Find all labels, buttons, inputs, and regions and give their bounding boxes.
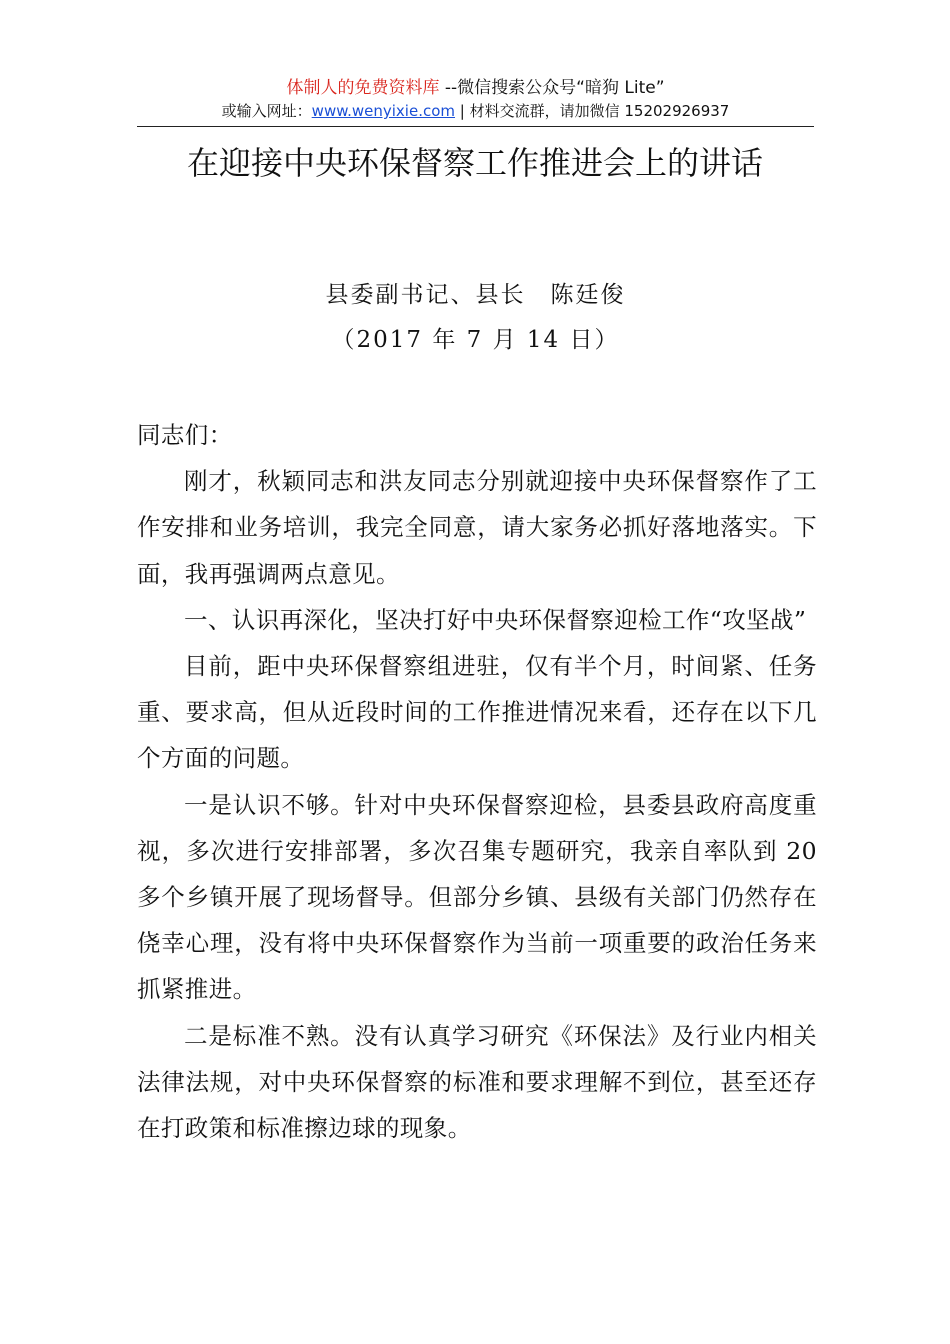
- header-tagline: --微信搜索公众号“暗狗 Lite”: [444, 78, 665, 98]
- header-url-prefix: 或输入网址：: [221, 102, 312, 120]
- body-paragraph: 刚才，秋颖同志和洪友同志分别就迎接中央环保督察作了工作安排和业务培训，我完全同意，请大家务必抓好落地落实。下面，我再强调两点意见。: [137, 467, 817, 588]
- body-paragraph: 目前，距中央环保督察组进驻，仅有半个月，时间紧、任务重、要求高，但从近段时间的工作推进情况来看，还存在以下几个方面的问题。: [137, 652, 817, 773]
- page-header: [137, 76, 814, 122]
- document-date: （2017 年 7 月 14 日）: [331, 327, 620, 353]
- header-contact-line: [137, 100, 814, 122]
- header-divider: [137, 126, 814, 127]
- document-title: 在迎接中央环保督察工作推进会上的讲话: [186, 144, 763, 182]
- header-contact: | 材料交流群，请加微信 15202926937: [455, 102, 730, 120]
- header-brand: 体制人的免费资料库: [286, 78, 440, 98]
- header-promo-line: [137, 76, 814, 100]
- document-body: [137, 412, 817, 1151]
- document-author: 县委副书记、县长 陈廷俊: [325, 282, 626, 308]
- header-url-link[interactable]: www.wenyixie.com: [311, 102, 455, 120]
- salutation: 同志们：: [137, 421, 233, 449]
- section-heading: 一、认识再深化，坚决打好中央环保督察迎检工作“攻坚战”: [184, 605, 807, 634]
- body-paragraph: 二是标准不熟。没有认真学习研究《环保法》及行业内相关法律法规，对中央环保督察的标准和要求理解不到位，甚至还存在打政策和标准擦边球的现象。: [137, 1021, 817, 1143]
- body-paragraph: 一是认识不够。针对中央环保督察迎检，县委县政府高度重视，多次进行安排部署，多次召集专题研究，我亲自率队到 20 多个乡镇开展了现场督导。但部分乡镇、县级有关部门仍然存在侥幸心理，没有将中央环保督察作为当前一项重要的政治任务来抓紧推进。: [137, 790, 817, 1004]
